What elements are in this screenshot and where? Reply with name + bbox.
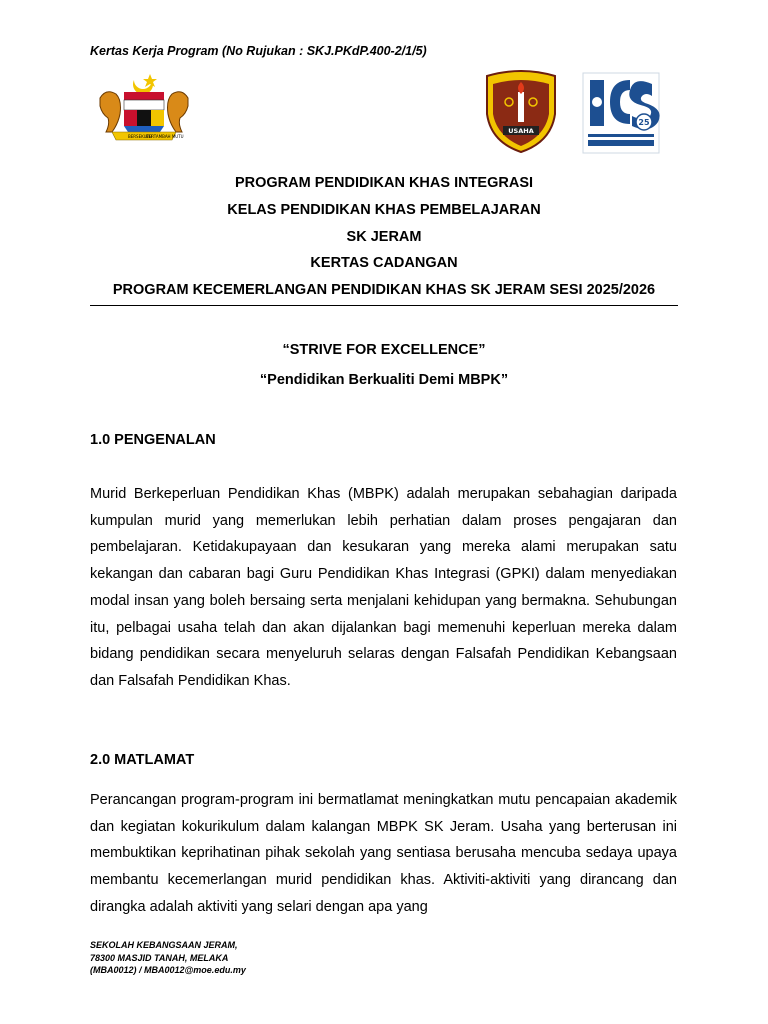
jata-ribbon-left: BERSEKUTU [128, 134, 152, 139]
section-paragraph-pengenalan: Murid Berkeperluan Pendidikan Khas (MBPK) adalah merupakan sebahagian daripada kumpulan murid yang memerlukan lebih perhatian dalam proses pengajaran dan pembelajaran. Ketidakupayaan dan kesukaran yang mereka alami merupakan satu kekangan dan cabaran bagi Guru Pendidikan Khas Integrasi (GPKI) dalam menyediakan modal insan yang boleh bersaing serta menjalani kehidupan yang bermakna. Sehubungan itu, pelbagai usaha telah dan akan dijalankan bagi memenuhi keperluan mereka dalam bidang pendidikan secara menyeluruh selaras dengan Falsafah Pendidikan Kebangsaan dan Falsafah Pendidikan Khas. [90, 486, 677, 689]
document-reference: Kertas Kerja Program (No Rujukan : SKJ.PKdP.400-2/1/5) [90, 44, 427, 58]
ics-25-logo-icon [582, 72, 660, 154]
motto-line-2: “Pendidikan Berkualiti Demi MBPK” [259, 372, 509, 388]
section-heading-pengenalan: 1.0 PENGENALAN [90, 432, 216, 448]
document-title-block [90, 170, 678, 306]
footer-line-1: SEKOLAH KEBANGSAAN JERAM, [90, 940, 238, 950]
school-crest-icon [483, 70, 559, 154]
footer-address [90, 939, 246, 977]
footer-line-3: (MBA0012) / MBA0012@moe.edu.my [90, 965, 246, 975]
title-line-1: PROGRAM PENDIDIKAN KHAS INTEGRASI [234, 175, 534, 191]
title-line-4: KERTAS CADANGAN [310, 255, 458, 272]
jata-ribbon-right: BERTAMBAH MUTU [146, 134, 184, 139]
title-line-3: SK JERAM [346, 228, 422, 245]
title-line-5: PROGRAM KECEMERLANGAN PENDIDIKAN KHAS SK JERAM SESI 2025/2026 [90, 277, 678, 306]
section-paragraph-matlamat: Perancangan program-program ini bermatlamat meningkatkan mutu pencapaian akademik dan kegiatan kokurikulum dalam kalangan MBPK SK Jeram. Usaha yang berterusan ini membuktikan keprihatinan pihak sekolah yang sentiasa berusaha mencuba sedaya upaya membantu kecemerlangan murid pendidikan khas. Aktiviti-aktiviti yang dirancang dan dirangka adalah aktiviti yang selari dengan apa yang [90, 792, 677, 915]
footer-line-2: 78300 MASJID TANAH, MELAKA [90, 952, 229, 963]
ics-number: 25 [638, 118, 650, 127]
motto-line-1: “STRIVE FOR EXCELLENCE” [282, 342, 486, 358]
malaysia-coat-of-arms-icon [94, 70, 194, 146]
title-line-2: KELAS PENDIDIKAN KHAS PEMBELAJARAN [227, 201, 541, 218]
section-heading-matlamat: 2.0 MATLAMAT [90, 752, 195, 768]
school-motto: USAHA [508, 127, 534, 135]
